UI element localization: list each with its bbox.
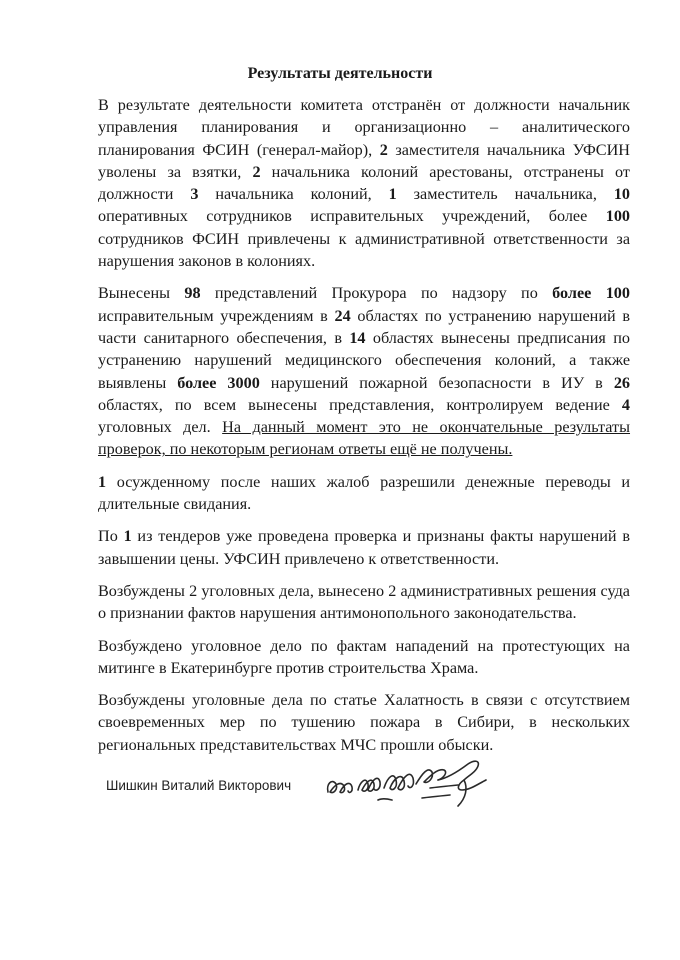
paragraph-4 [98,525,630,570]
text-run: представлений Прокурора по надзору по [200,284,553,303]
text-run: Возбуждено уголовное дело по фактам нападений на протестующих на митинге в Екатеринбурге против строительства Храма. [98,636,630,677]
bold-text-run: 1 [123,527,132,546]
text-run: областях по устранению нарушений в части санитарного обеспечения, в [98,306,630,347]
bold-text-run: 98 [184,284,201,303]
handwritten-signature [318,754,528,812]
bold-text-run: 14 [349,328,366,347]
text-run: По [98,527,124,546]
text-run: сотрудников ФСИН привлечены к административной ответственности за нарушения законов в колониях. [98,229,630,271]
text-run: исправительным учреждениям в [98,306,335,325]
paragraph-3 [98,471,630,516]
text-run: В результате деятельности комитета отстранён от должности начальник управления планирования и организационно – аналитического планирования ФСИН (генерал-майор), [98,96,630,159]
paragraph-5 [98,580,630,625]
text-run: начальника колоний, [198,185,389,204]
paragraph-6 [98,635,630,680]
text-run: осужденному после наших жалоб разрешили денежные переводы и длительные свидания. [98,472,630,514]
text-run: Возбуждены 2 уголовных дела, вынесено 2 административных решения суда о признании фактов нарушения антимонопольного законодательства. [98,581,630,623]
bold-text-run: 3 [190,185,199,204]
text-run: Возбуждены уголовные дела по статье Халатность в связи с отсутствием своевременных мер по тушению пожара в Сибири, в нескольких региональных представительствах МЧС прошли обыски. [98,691,630,754]
paragraph-7 [98,689,630,756]
text-run: уголовных дел. [98,418,223,437]
text-run: областях, по всем вынесены представления, контролируем ведение [98,395,622,414]
text-run: заместителя начальника УФСИН уволены за взятки, [98,140,630,181]
bold-text-run: более 3000 [177,373,260,392]
text-run: начальника колоний арестованы, отстранены от должности [98,162,630,204]
bold-text-run: 24 [334,306,351,325]
text-run: областях вынесены предписания по устранению нарушений медицинского обеспечения колоний, а также выявлены [98,328,630,392]
signer-name: Шишкин Виталий Викторович [106,778,292,793]
document-body [98,94,630,766]
bold-text-run: 26 [613,373,631,392]
bold-text-run: 2 [252,162,261,181]
text-run: оперативных сотрудников исправительных учреждений, более [98,207,606,226]
signature-strokes [328,761,486,806]
bold-text-run: 100 [605,207,630,226]
signature-block [106,772,526,822]
document-title: Результаты деятельности [247,65,433,82]
paragraph-2 [98,282,630,460]
bold-text-run: 2 [379,140,388,159]
bold-text-run: 10 [613,185,631,204]
text-run: заместитель начальника, [396,185,614,204]
underlined-text-run: На данный момент это не окончательные результаты проверок, по некоторым регионам ответы ещё не получены. [98,418,631,459]
bold-text-run: 4 [621,395,630,414]
bold-text-run: 1 [388,185,397,204]
bold-text-run: более 100 [552,284,630,303]
paragraph-1 [98,94,630,272]
text-run: нарушений пожарной безопасности в ИУ в [259,373,614,392]
text-run: Вынесены [98,284,185,303]
bold-text-run: 1 [98,472,107,491]
text-run: из тендеров уже проведена проверка и признаны факты нарушений в завышении цены. УФСИН привлечено к ответственности. [98,527,630,568]
